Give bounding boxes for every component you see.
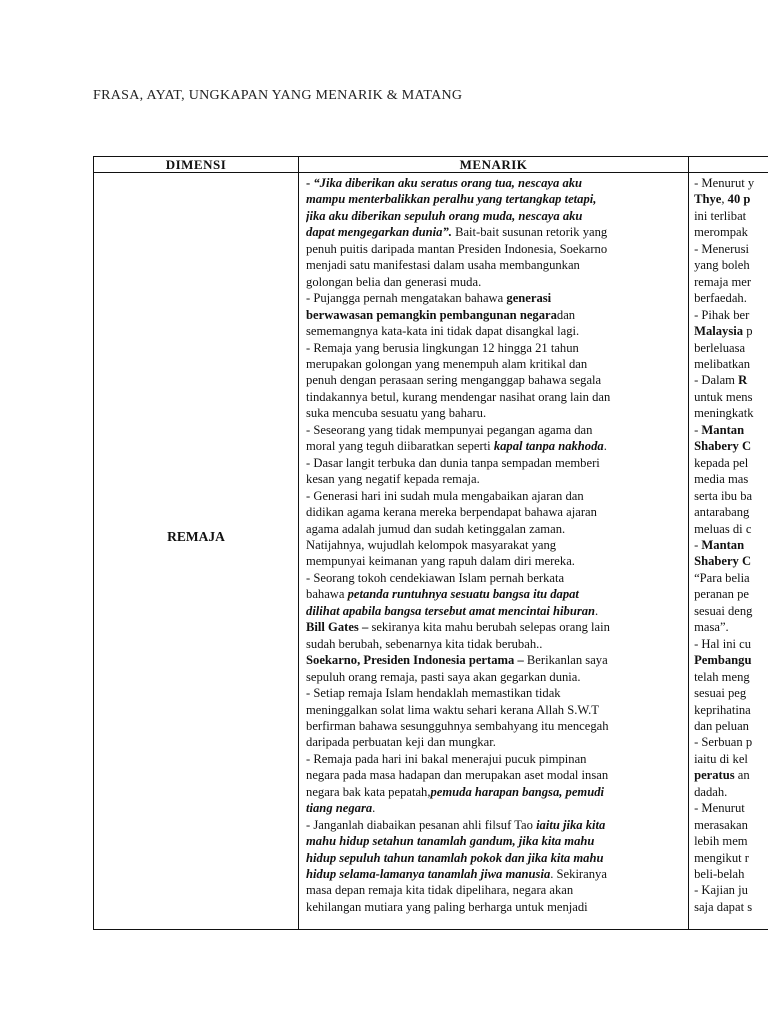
document-title: FRASA, AYAT, UNGKAPAN YANG MENARIK & MATANG [93, 88, 463, 103]
